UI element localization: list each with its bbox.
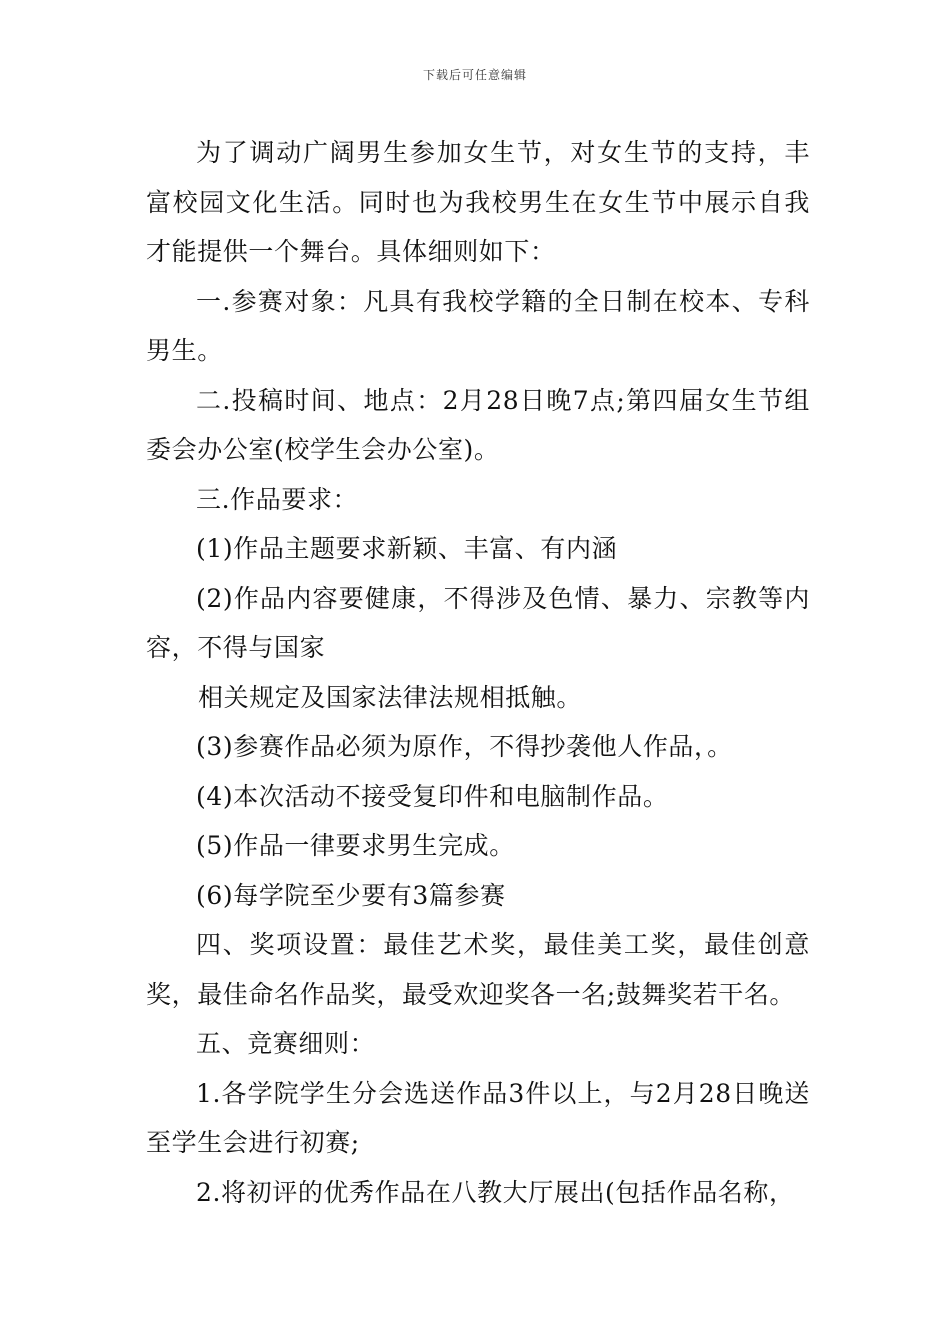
section-submission-time: 二.投稿时间、地点：2月28日晚7点;第四届女生节组委会办公室(校学生会办公室)。 [146,385,810,464]
section-participants: 一.参赛对象：凡具有我校学籍的全日制在校本、专科男生。 [146,286,810,365]
section-awards: 四、奖项设置：最佳艺术奖，最佳美工奖，最佳创意奖，最佳命名作品奖，最受欢迎奖各一名;鼓舞奖若干名。 [146,930,810,1009]
rule-item-2: 2.将初评的优秀作品在八教大厅展出(包括作品名称， [196,1177,795,1207]
section-requirements-heading: 三.作品要求： [196,484,359,514]
requirement-item-1: (1)作品主题要求新颖、丰富、有内涵 [196,534,618,563]
requirement-item-5: (5)作品一律要求男生完成。 [196,831,515,860]
section-rules-heading: 五、竞赛细则： [196,1029,376,1058]
requirement-item-4: (4)本次活动不接受复印件和电脑制作品。 [196,781,669,811]
intro-paragraph: 为了调动广阔男生参加女生节，对女生节的支持，丰富校园文化生活。同时也为我校男生在女生节中展示自我才能提供一个舞台。具体细则如下： [146,138,810,266]
requirement-item-2: (2)作品内容要健康，不得涉及色情、暴力、宗教等内容，不得与国家 [146,583,810,662]
requirement-item-6: (6)每学院至少要有3篇参赛 [196,880,506,910]
requirement-item-2-continued: 相关规定及国家法律法规相抵触。 [198,682,583,712]
requirement-item-3: (3)参赛作品必须为原作，不得抄袭他人作品，。 [196,732,733,761]
page-header: 下载后可任意编辑 [422,68,527,82]
document-body [146,128,810,1217]
rule-item-1: 1.各学院学生分会选送作品3件以上，与2月28日晚送至学生会进行初赛; [146,1078,810,1157]
